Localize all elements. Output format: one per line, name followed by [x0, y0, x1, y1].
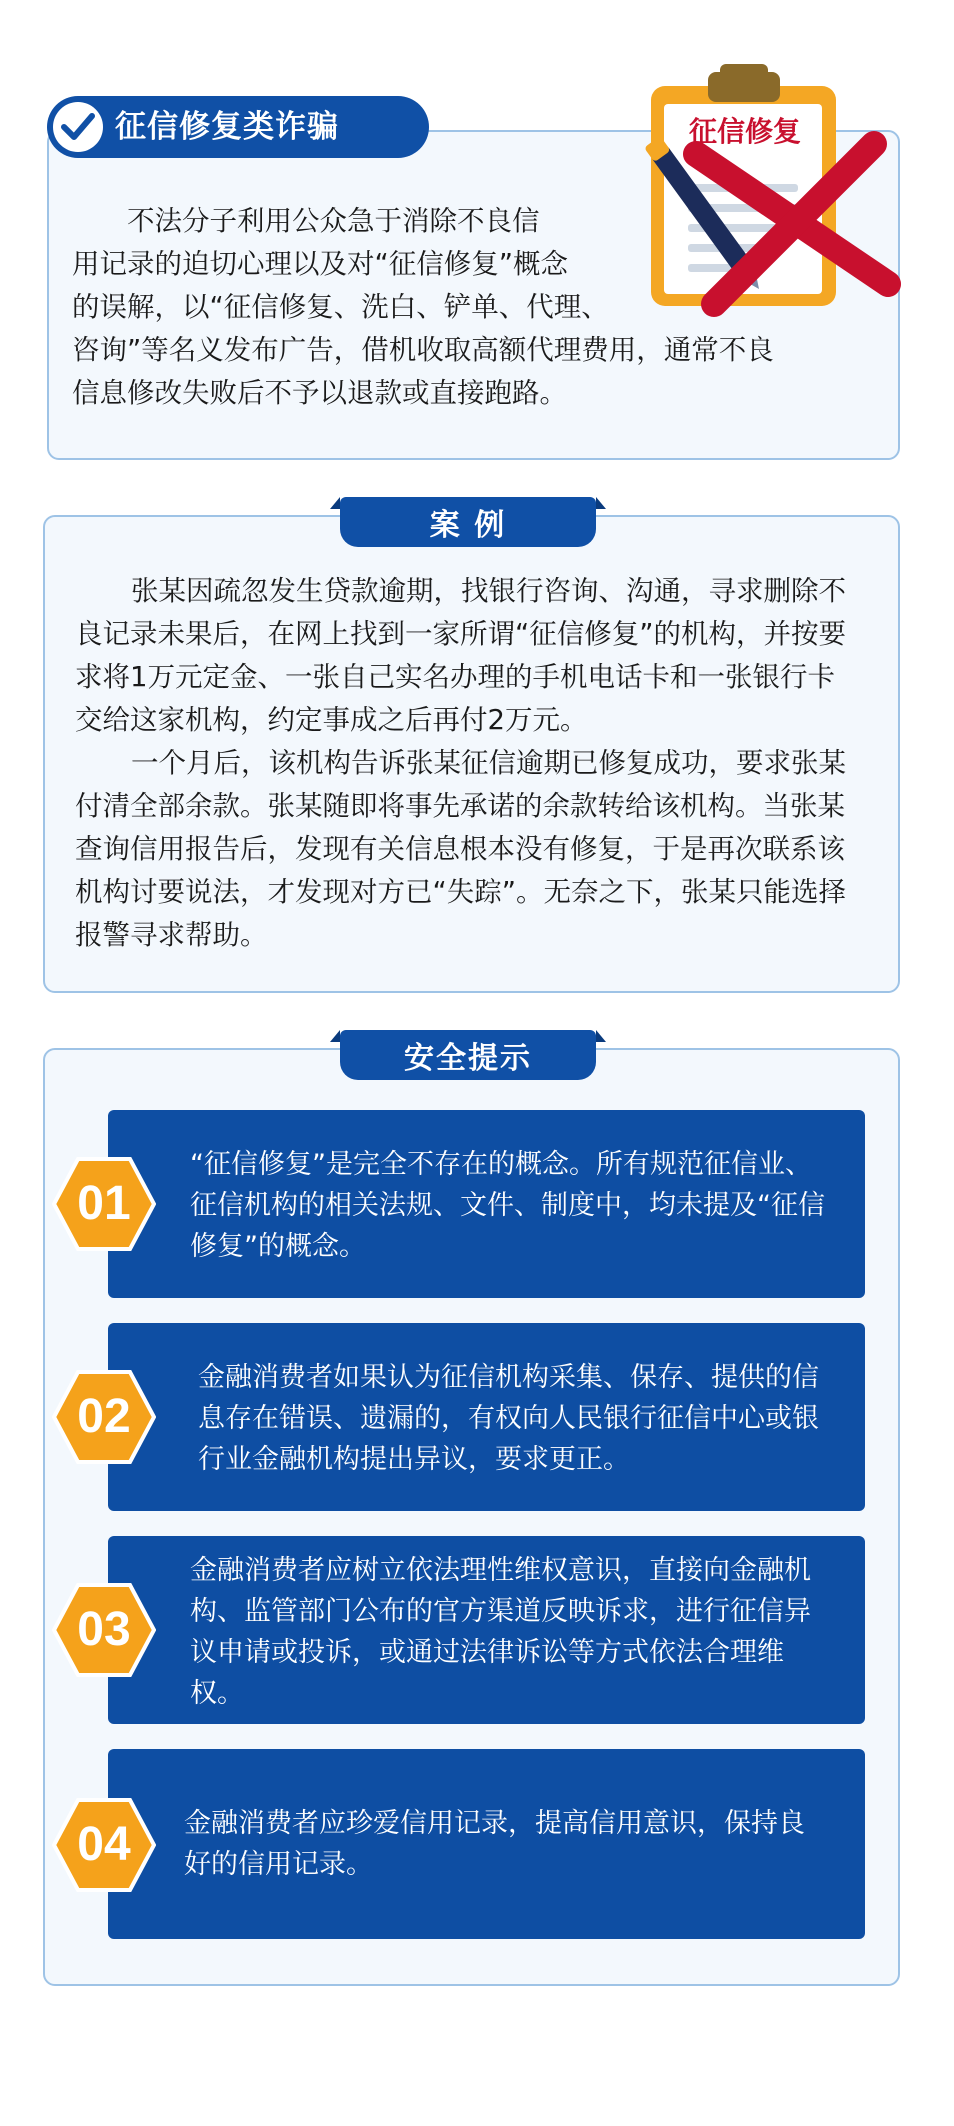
tips-tab: 安全提示 [340, 1030, 596, 1080]
clipboard-illustration [636, 64, 906, 324]
intro-line-3: 的误解，以“征信修复、洗白、铲单、代理、 [72, 291, 609, 323]
intro-title-pill [47, 96, 429, 158]
tip-text-4: 金融消费者应珍爱信用记录，提高信用意识，保持良好的信用记录。 [184, 1808, 805, 1880]
tip-number-4: 04 [77, 1818, 131, 1871]
tip-number-2: 02 [77, 1390, 131, 1443]
tip-text-3: 金融消费者应树立依法理性维权意识，直接向金融机构、监管部门公布的官方渠道反映诉求，进行征信异议申请或投诉，或通过法律诉讼等方式依法合理维权。 [190, 1555, 811, 1709]
tip-number-3: 03 [77, 1603, 131, 1656]
tip-text-1: “征信修复”是完全不存在的概念。所有规范征信业、征信机构的相关法规、文件、制度中，均未提及“征信修复”的概念。 [190, 1149, 825, 1262]
tip-box-2 [108, 1323, 865, 1511]
intro-line-4: 咨询”等名义发布广告，借机收取高额代理费用，通常不良 [72, 334, 774, 366]
intro-line-2: 用记录的迫切心理以及对“征信修复”概念 [72, 248, 568, 280]
intro-line-1: 不法分子利用公众急于消除不良信 [72, 205, 540, 237]
case-tab: 案 例 [340, 497, 596, 547]
tip-text-2: 金融消费者如果认为征信机构采集、保存、提供的信息存在错误、遗漏的，有权向人民银行征信中心或银行业金融机构提出异议，要求更正。 [198, 1362, 819, 1475]
tip-box-1 [108, 1110, 865, 1298]
tip-number-1: 01 [77, 1177, 131, 1230]
case-paragraph-1: 张某因疏忽发生贷款逾期，找银行咨询、沟通，寻求删除不良记录未果后，在网上找到一家所谓“征信修复”的机构，并按要求将1万元定金、一张自己实名办理的手机电话卡和一张银行卡交给这家机构，约定事成之后再付2万元。 [75, 575, 846, 736]
checkmark-icon [53, 102, 103, 152]
case-paragraph-2: 一个月后，该机构告诉张某征信逾期已修复成功，要求张某付清全部余款。张某随即将事先承诺的余款转给该机构。当张某查询信用报告后，发现有关信息根本没有修复，于是再次联系该机构讨要说法，才发现对方已“失踪”。无奈之下，张某只能选择报警寻求帮助。 [75, 747, 846, 951]
tip-box-3 [108, 1536, 865, 1724]
tip-box-4 [108, 1749, 865, 1939]
stamp-label: 征信修复 [688, 115, 801, 148]
intro-title: 征信修复类诈骗 [115, 109, 339, 145]
intro-line-5: 信息修改失败后不予以退款或直接跑路。 [72, 377, 567, 409]
